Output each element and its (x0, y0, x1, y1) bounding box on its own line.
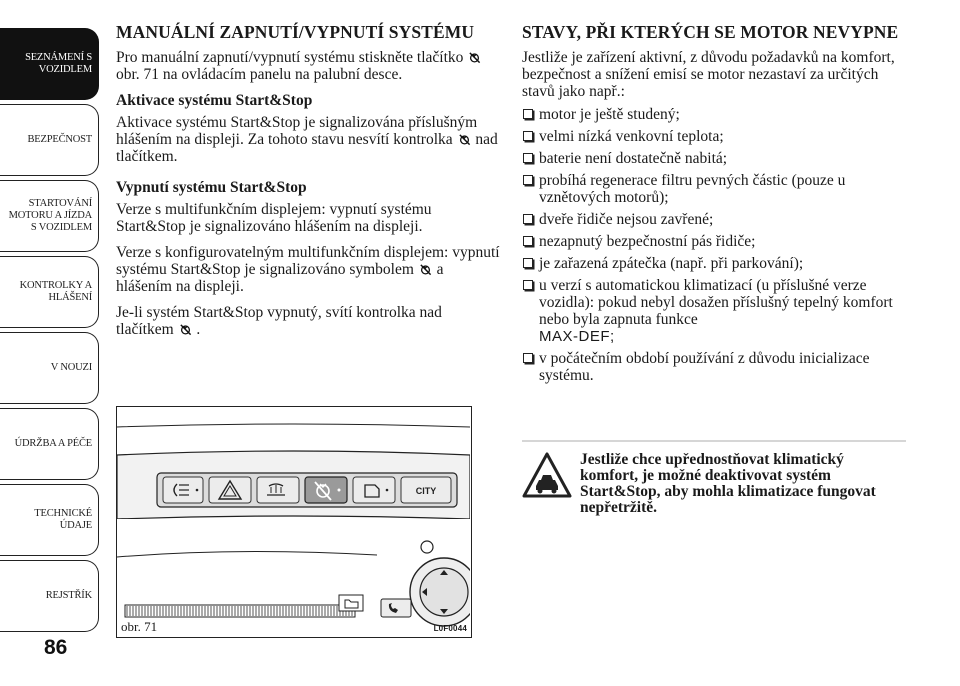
figure-code: L0F0044 (433, 624, 467, 633)
list-item (522, 277, 912, 345)
manual-toggle-heading: MANUÁLNÍ ZAPNUTÍ/VYPNUTÍ SYSTÉMU (116, 22, 475, 42)
list-item (522, 211, 912, 228)
list-item (522, 255, 912, 272)
list-item (522, 233, 912, 250)
tab-warning-lights[interactable]: KONTROLKY A HLÁŠENÍ (0, 256, 99, 328)
deactivation-text-3 (116, 304, 500, 338)
figure-caption: obr. 71 (121, 619, 158, 634)
checkbox-bullet-icon (523, 280, 533, 290)
list-item-text: nezapnutý bezpečnostní pás řidiče; (539, 233, 756, 250)
checkbox-bullet-icon (523, 258, 533, 268)
conditions-list (522, 106, 912, 384)
speaker-grille (125, 605, 355, 617)
intro-text-b: obr. 71 na ovládacím panelu na palubní desce. (116, 66, 403, 83)
list-item-text: velmi nízká venkovní teplota; (539, 128, 724, 145)
checkbox-bullet-icon (523, 353, 533, 363)
activation-text-a: Aktivace systému Start&Stop je signalizována příslušným hlášením na displeji. Za tohoto stavu nesvítí kontrolka (116, 114, 478, 148)
start-stop-off-icon (458, 133, 471, 146)
tab-index[interactable]: REJSTŘÍK (0, 560, 99, 632)
rear-defog-button (257, 477, 299, 503)
deact-3-text-b: . (196, 321, 201, 338)
start-stop-off-icon (179, 323, 192, 336)
checkbox-bullet-icon (523, 153, 533, 163)
manual-toggle-intro (116, 49, 500, 83)
list-item (522, 128, 912, 145)
left-column (116, 22, 500, 347)
list-item-text: baterie není dostatečně nabitá; (539, 150, 728, 167)
list-item (522, 150, 912, 167)
dashboard-panel-figure (116, 406, 472, 638)
list-item-text: u verzí s automatickou klimatizací (u příslušné verze vozidla): pokud nebyl dosažen příslušný tepelný komfort nebo byla zapnuta funkce (539, 277, 893, 328)
deact-2-text-b: a hlášením na displeji. (116, 261, 444, 295)
list-item-text: v počátečním období používání z důvodu inicializace systému. (539, 350, 870, 384)
activation-text-b: nad tlačítkem. (116, 131, 498, 165)
checkbox-bullet-icon (523, 109, 533, 119)
list-item-text: motor je ještě studený; (539, 106, 680, 123)
checkbox-bullet-icon (523, 214, 533, 224)
warning-text: Jestliže chce upřednostňovat klimatický komfort, je možné deaktivovat systém Start&Stop, aby mohla klimatizace fungovat nepřetržitě. (580, 451, 876, 516)
tab-emergency[interactable]: V NOUZI (0, 332, 99, 404)
max-def-text: MAX-DEF; (539, 328, 615, 345)
warning-divider (522, 440, 906, 442)
tab-maintenance[interactable]: ÚDRŽBA A PÉČE (0, 408, 99, 480)
door-lock-button (353, 477, 395, 503)
list-item (522, 172, 912, 206)
start-stop-button (305, 477, 347, 503)
tab-introduction[interactable]: SEZNÁMENÍ S VOZIDLEM (0, 28, 99, 100)
city-button-label: CITY (415, 486, 437, 496)
folder-button (339, 595, 363, 611)
list-item (522, 350, 912, 384)
activation-text (116, 114, 500, 165)
audio-control-knob (410, 558, 470, 626)
list-item-text: je zařazená zpátečka (např. při parkování); (539, 255, 804, 272)
dashboard-illustration (117, 407, 470, 636)
deactivation-text-1: Verze s multifunkčním displejem: vypnutí systému Start&Stop je signalizováno hlášením na displeji. (116, 201, 432, 235)
activation-heading: Aktivace systému Start&Stop (116, 92, 313, 109)
engine-not-stopping-intro: Jestliže je zařízení aktivní, z důvodu požadavků na komfort, bezpečnost a snížení emisí se motor nezastaví za určitých stavů jako např.: (522, 49, 895, 100)
right-column (522, 22, 912, 389)
warning-triangle-icon (522, 452, 572, 500)
deact-2-text-a: Verze s konfigurovatelným multifunkčním displejem: vypnutí systému Start&Stop je signalizováno symbolem (116, 244, 500, 278)
checkbox-bullet-icon (523, 236, 533, 246)
list-item-text: dveře řidiče nejsou zavřené; (539, 211, 714, 228)
start-stop-off-icon (419, 263, 432, 276)
checkbox-bullet-icon (523, 131, 533, 141)
page-number: 86 (44, 636, 68, 659)
hazard-button (209, 477, 251, 503)
fog-light-button (163, 477, 203, 503)
tab-safety[interactable]: BEZPEČNOST (0, 104, 99, 176)
warning-note (522, 452, 902, 516)
tab-technical-data[interactable]: TECHNICKÉ ÚDAJE (0, 484, 99, 556)
intro-text-a: Pro manuální zapnutí/vypnutí systému stiskněte tlačítko (116, 49, 464, 66)
tab-starting-driving[interactable]: STARTOVÁNÍ MOTORU A JÍZDA S VOZIDLEM (0, 180, 99, 252)
deactivation-text-2 (116, 244, 500, 295)
checkbox-bullet-icon (523, 175, 533, 185)
list-item-text: probíhá regenerace filtru pevných částic (pouze u vznětových motorů); (539, 172, 846, 206)
start-stop-off-icon (468, 51, 481, 64)
deactivation-heading: Vypnutí systému Start&Stop (116, 179, 307, 196)
city-button (401, 477, 451, 503)
deact-3-text-a: Je-li systém Start&Stop vypnutý, svítí kontrolka nad tlačítkem (116, 304, 442, 338)
phone-button (381, 599, 411, 617)
engine-not-stopping-heading: STAVY, PŘI KTERÝCH SE MOTOR NEVYPNE (522, 22, 899, 42)
list-item (522, 106, 912, 123)
